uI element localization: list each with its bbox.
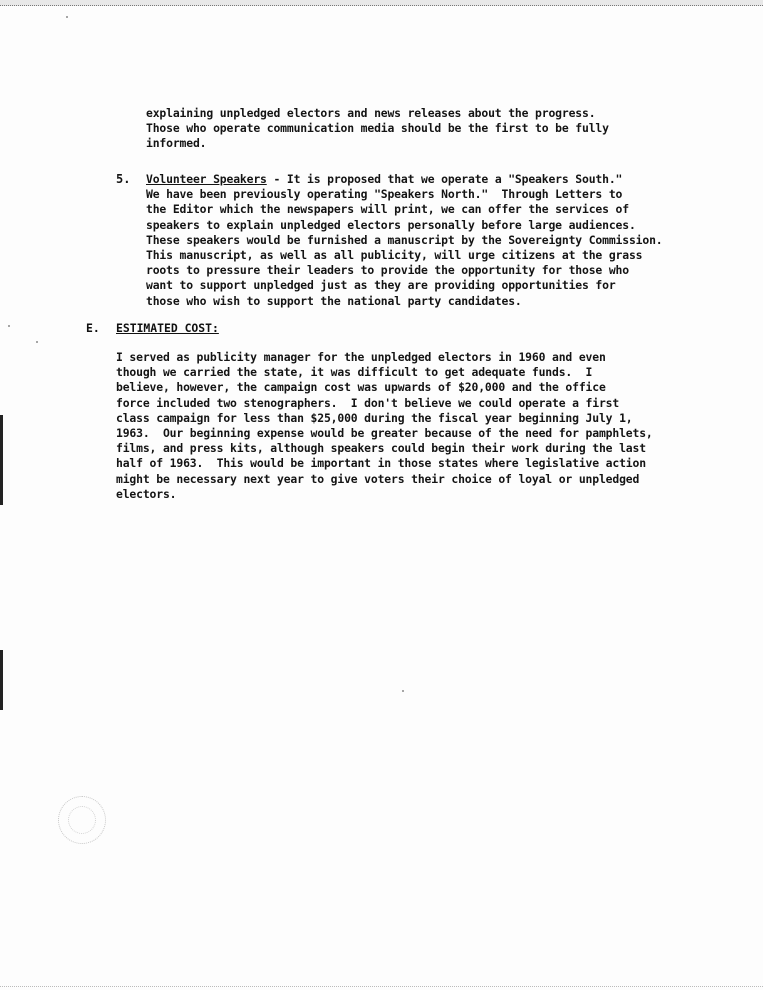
scan-speck — [36, 341, 38, 343]
scan-margin-mark — [0, 415, 3, 505]
text-line: want to support unpledged just as they are providing opportunities for — [146, 278, 616, 293]
section-heading: ESTIMATED COST: — [116, 321, 219, 335]
item-number: 5. — [116, 172, 131, 186]
text-line: class campaign for less than $25,000 during the fiscal year beginning July 1, — [116, 410, 633, 425]
intro-paragraph — [146, 106, 609, 152]
text-line: 1963. Our beginning expense would be greater because of the need for pamphlets, — [116, 426, 653, 441]
text-line: force included two stenographers. I don't believe we could operate a first — [116, 395, 620, 410]
item-heading: Volunteer Speakers — [146, 172, 267, 186]
text-line: might be necessary next year to give voters their choice of loyal or unpledged — [116, 471, 640, 486]
estimated-cost-paragraph — [116, 350, 653, 502]
page-top-edge — [0, 0, 763, 6]
text-line: informed. — [146, 136, 207, 151]
text-line: I served as publicity manager for the unpledged electors in 1960 and even — [116, 350, 606, 364]
text-line — [146, 172, 663, 187]
text-line: roots to pressure their leaders to provide the opportunity for those who — [146, 263, 629, 278]
scan-speck — [66, 16, 68, 18]
text-line: though we carried the state, it was difficult to get adequate funds. I — [116, 365, 593, 380]
scan-speck — [402, 690, 404, 692]
text-line: half of 1963. This would be important in those states where legislative action — [116, 456, 646, 471]
scan-margin-mark — [0, 650, 3, 710]
text-line: speakers to explain unpledged electors personally before large audiences. — [146, 217, 636, 232]
text-line: electors. — [116, 486, 177, 501]
text-line: These speakers would be furnished a manuscript by the Sovereignty Commission. — [146, 232, 663, 247]
item-first-line-text: - It is proposed that we operate a "Speakers South." — [266, 172, 623, 186]
scan-speck — [8, 325, 10, 327]
page-bottom-edge — [0, 986, 763, 990]
item-5-paragraph — [146, 172, 663, 309]
text-line: believe, however, the campaign cost was upwards of $20,000 and the office — [116, 380, 606, 395]
text-line: Those who operate communication media should be the first to be fully — [146, 121, 609, 136]
faded-stamp — [58, 796, 106, 844]
text-line: explaining unpledged electors and news releases about the progress. — [146, 106, 596, 120]
text-line: This manuscript, as well as all publicity, will urge citizens at the grass — [146, 248, 643, 263]
text-line: We have been previously operating "Speakers North." Through Letters to — [146, 187, 623, 202]
text-line: those who wish to support the national party candidates. — [146, 293, 522, 308]
section-letter: E. — [86, 321, 100, 335]
text-line: films, and press kits, although speakers could begin their work during the last — [116, 441, 646, 456]
text-line: the Editor which the newspapers will print, we can offer the services of — [146, 202, 629, 217]
